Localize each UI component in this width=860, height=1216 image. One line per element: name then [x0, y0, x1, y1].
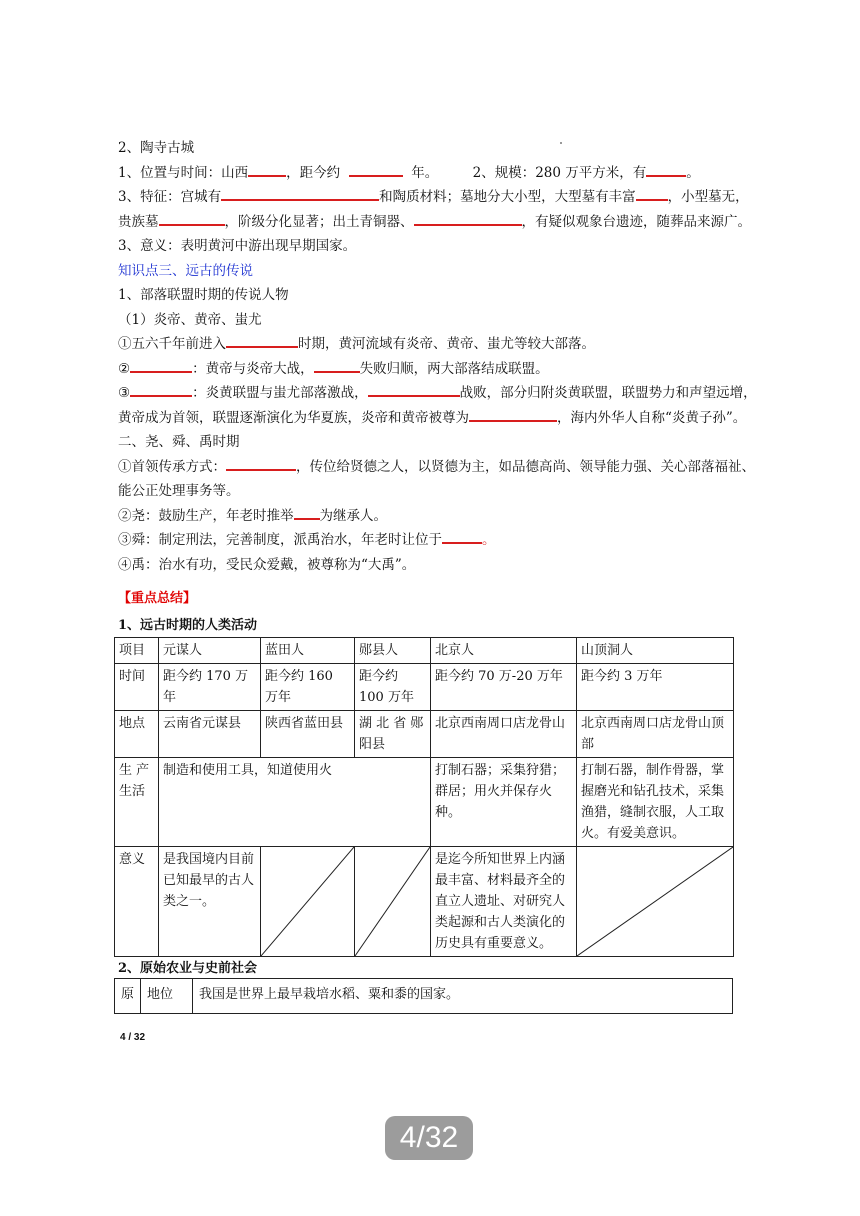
table-row: 项目 元谋人 蓝田人 郧县人 北京人 山顶洞人 — [115, 638, 734, 664]
table1-title: 1、远古时期的人类活动 — [118, 618, 258, 633]
line-features: 3、特征：宫城有 和陶质材料；墓地分大小型，大型墓有丰富 ，小型墓无， — [118, 185, 738, 210]
blank-field — [646, 161, 686, 177]
table-row: 原 地位 我国是世界上最早栽培水稻、粟和黍的国家。 — [115, 979, 733, 1014]
empty-cell-diagonal — [261, 847, 355, 957]
blank-field — [226, 455, 296, 471]
human-activity-table — [114, 637, 734, 957]
table-row: 时间 距今约 170 万年 距今约 160 万年 距今约 100 万年 距今约 70 万-20 万年 距今约 3 万年 — [115, 664, 734, 711]
blank-field — [636, 185, 668, 201]
page-number: 4 / 32 — [120, 1032, 146, 1043]
line-yu: ④禹：治水有功，受民众爱戴，被尊称为“大禹”。 — [118, 556, 416, 573]
line-location: 1、位置与时间：山西 ，距今约 年。 2、规模：280 万平方米，有 。 — [118, 161, 738, 186]
line-item-3: ③ ：炎黄联盟与蚩尤部落激战， 战败，部分归附炎黄联盟，联盟势力和声望远增， — [118, 381, 738, 406]
empty-cell-diagonal — [577, 847, 734, 957]
page-indicator-badge[interactable]: 4/32 — [385, 1116, 473, 1160]
table-row: 地点 云南省元谋县 陕西省蓝田县 湖 北 省 郧 阳县 北京西南周口店龙骨山 北京西南周口店龙骨山顶部 — [115, 711, 734, 758]
blank-field — [294, 504, 320, 520]
blank-field — [349, 161, 403, 177]
blank-field — [368, 381, 460, 397]
line-shun: ③舜：制定刑法，完善制度，派禹治水，年老时让位于 。 — [118, 528, 738, 553]
line-item-2: ② ：黄帝与炎帝大战， 失败归顺，两大部落结成联盟。 — [118, 357, 738, 382]
line-emperors: （1）炎帝、黄帝、蚩尤 — [118, 311, 262, 328]
blank-field — [130, 381, 192, 397]
table-row: 生 产 生活 制造和使用工具，知道使用火 打制石器；采集狩猎；群居；用火并保存火种。 打制石器，制作骨器，掌握磨光和钻孔技术，采集渔猎，缝制衣服，人工取火。有爱美意识。 — [115, 758, 734, 847]
line-item-3-cont: 黄帝成为首领，联盟逐渐演化为华夏族，炎帝和黄帝被尊为 ，海内外华人自称“炎黄子孙”。 — [118, 406, 738, 431]
notes-section — [118, 136, 757, 577]
blank-field — [469, 406, 557, 422]
blank-field — [221, 185, 379, 201]
table-row: 意义 是我国境内目前已知最早的古人类之一。 是迄今所知世界上内涵最丰富、材料最齐全的直立人遗址、对研究人类起源和古人类演化的历史具有重要意义。 — [115, 847, 734, 957]
blank-field — [248, 161, 286, 177]
line-significance: 3、意义：表明黄河中游出现早期国家。 — [118, 238, 357, 254]
line-succession-cont: 能公正处理事务等。 — [118, 483, 240, 499]
line-features-2: 贵族墓 ，阶级分化显著；出土青铜器、 ，有疑似观象台遗迹，随葬品来源广。 — [118, 210, 738, 235]
blank-field — [442, 528, 482, 544]
agriculture-table — [114, 978, 733, 1014]
line-yao: ②尧：鼓励生产，年老时推举 为继承人。 — [118, 504, 738, 529]
heading-yao-shun-yu: 二、尧、舜、禹时期 — [118, 434, 240, 450]
empty-cell-diagonal — [355, 847, 431, 957]
line-item-1: ①五六千年前进入 时期，黄河流域有炎帝、黄帝、蚩尤等较大部落。 — [118, 332, 738, 357]
blank-field — [226, 332, 298, 348]
blank-field — [130, 357, 192, 373]
line-succession: ①首领传承方式： ，传位给贤德之人，以贤德为主，如品德高尚、领导能力强、关心部落福祉、 — [118, 455, 738, 480]
blank-field — [159, 210, 225, 226]
line-tribe: 1、部落联盟时期的传说人物 — [118, 287, 289, 303]
table2-title: 2、原始农业与史前社会 — [118, 961, 258, 976]
heading-taosi: 2、陶寺古城 — [118, 140, 195, 156]
blank-field — [414, 210, 522, 226]
blank-field — [314, 357, 360, 373]
summary-heading: 【重点总结】 — [118, 591, 197, 606]
knowledge-point-heading: 知识点三、远古的传说 — [118, 262, 253, 279]
